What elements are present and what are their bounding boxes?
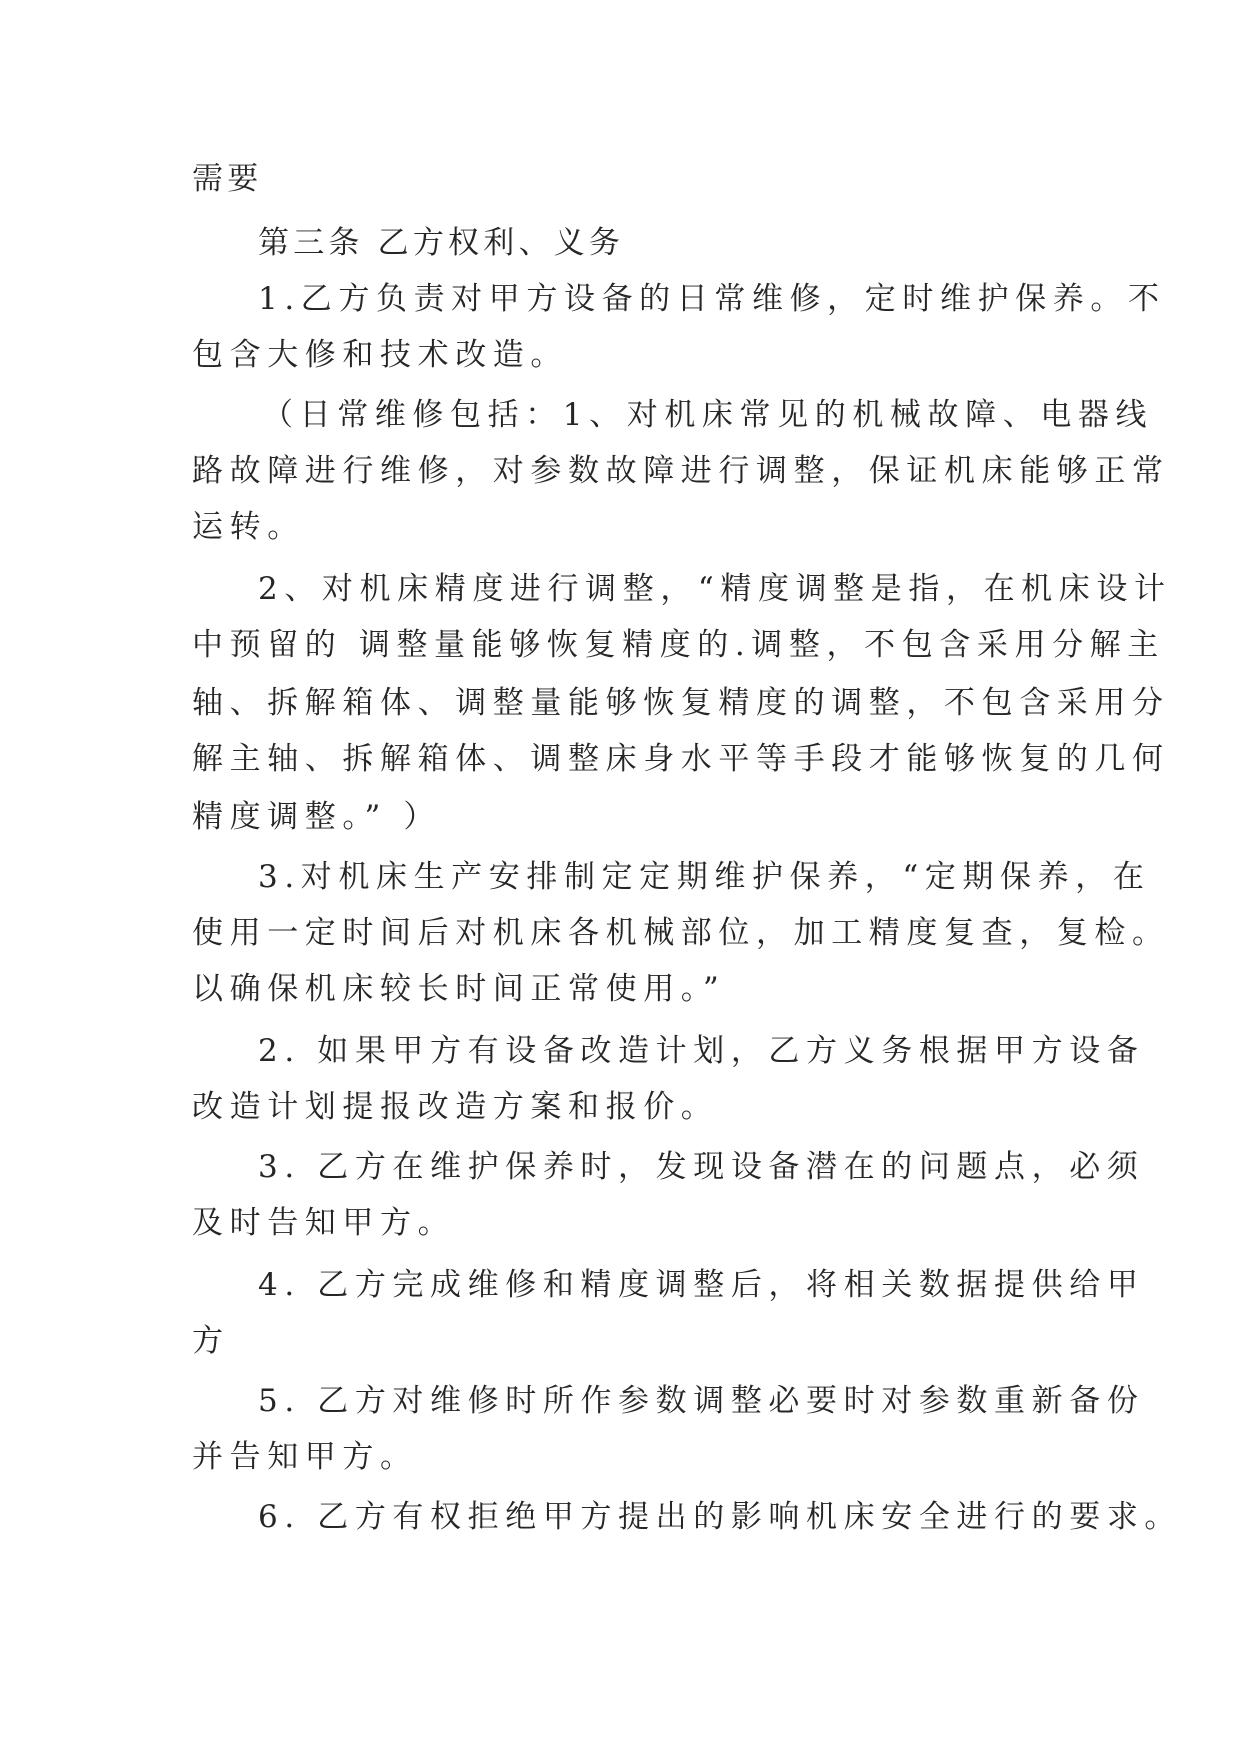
text-line: 1.乙方负责对甲方设备的日常维修，定时维护保养。不 [258,281,1166,317]
text-line: 中预留的 调整量能够恢复精度的.调整，不包含采用分解主 [192,627,1165,663]
text-line: 2、对机床精度进行调整，“精度调整是指，在机床设计 [258,571,1172,607]
text-line: 2. 如果甲方有设备改造计划，乙方义务根据甲方设备 [258,1033,1145,1069]
text-line: 并告知甲方。 [192,1439,418,1475]
text-line: 4. 乙方完成维修和精度调整后，将相关数据提供给甲 [258,1267,1145,1303]
text-line: 5. 乙方对维修时所作参数调整必要时对参数重新备份 [258,1383,1145,1419]
text-line: 轴、拆解箱体、调整量能够恢复精度的调整，不包含采用分 [192,685,1170,721]
text-line: （日常维修包括：1、对机床常见的机械故障、电器线 [262,397,1154,433]
text-line: 路故障进行维修，对参数故障进行调整，保证机床能够正常 [192,453,1170,489]
text-line: 改造计划提报改造方案和报价。 [192,1089,719,1125]
text-line: 使用一定时间后对机床各机械部位，加工精度复查，复检。 [192,915,1170,951]
text-line: 运转。 [192,509,305,545]
text-line: 3.对机床生产安排制定定期维护保养，“定期保养，在 [258,859,1151,895]
text-line: 以确保机床较长时间正常使用。” [192,971,726,1007]
text-line: 方 [192,1323,230,1359]
text-line: 第三条 乙方权利、义务 [258,225,625,261]
text-line: 需要 [192,161,263,197]
text-line: 包含大修和技术改造。 [192,337,568,373]
text-line: 及时告知甲方。 [192,1205,456,1241]
text-line: 解主轴、拆解箱体、调整床身水平等手段才能够恢复的几何 [192,741,1170,777]
text-line: 6. 乙方有权拒绝甲方提出的影响机床安全进行的要求。 [258,1499,1183,1535]
text-line: 3. 乙方在维护保养时，发现设备潜在的问题点，必须 [258,1149,1145,1185]
text-line: 精度调整。” ） [192,799,442,835]
